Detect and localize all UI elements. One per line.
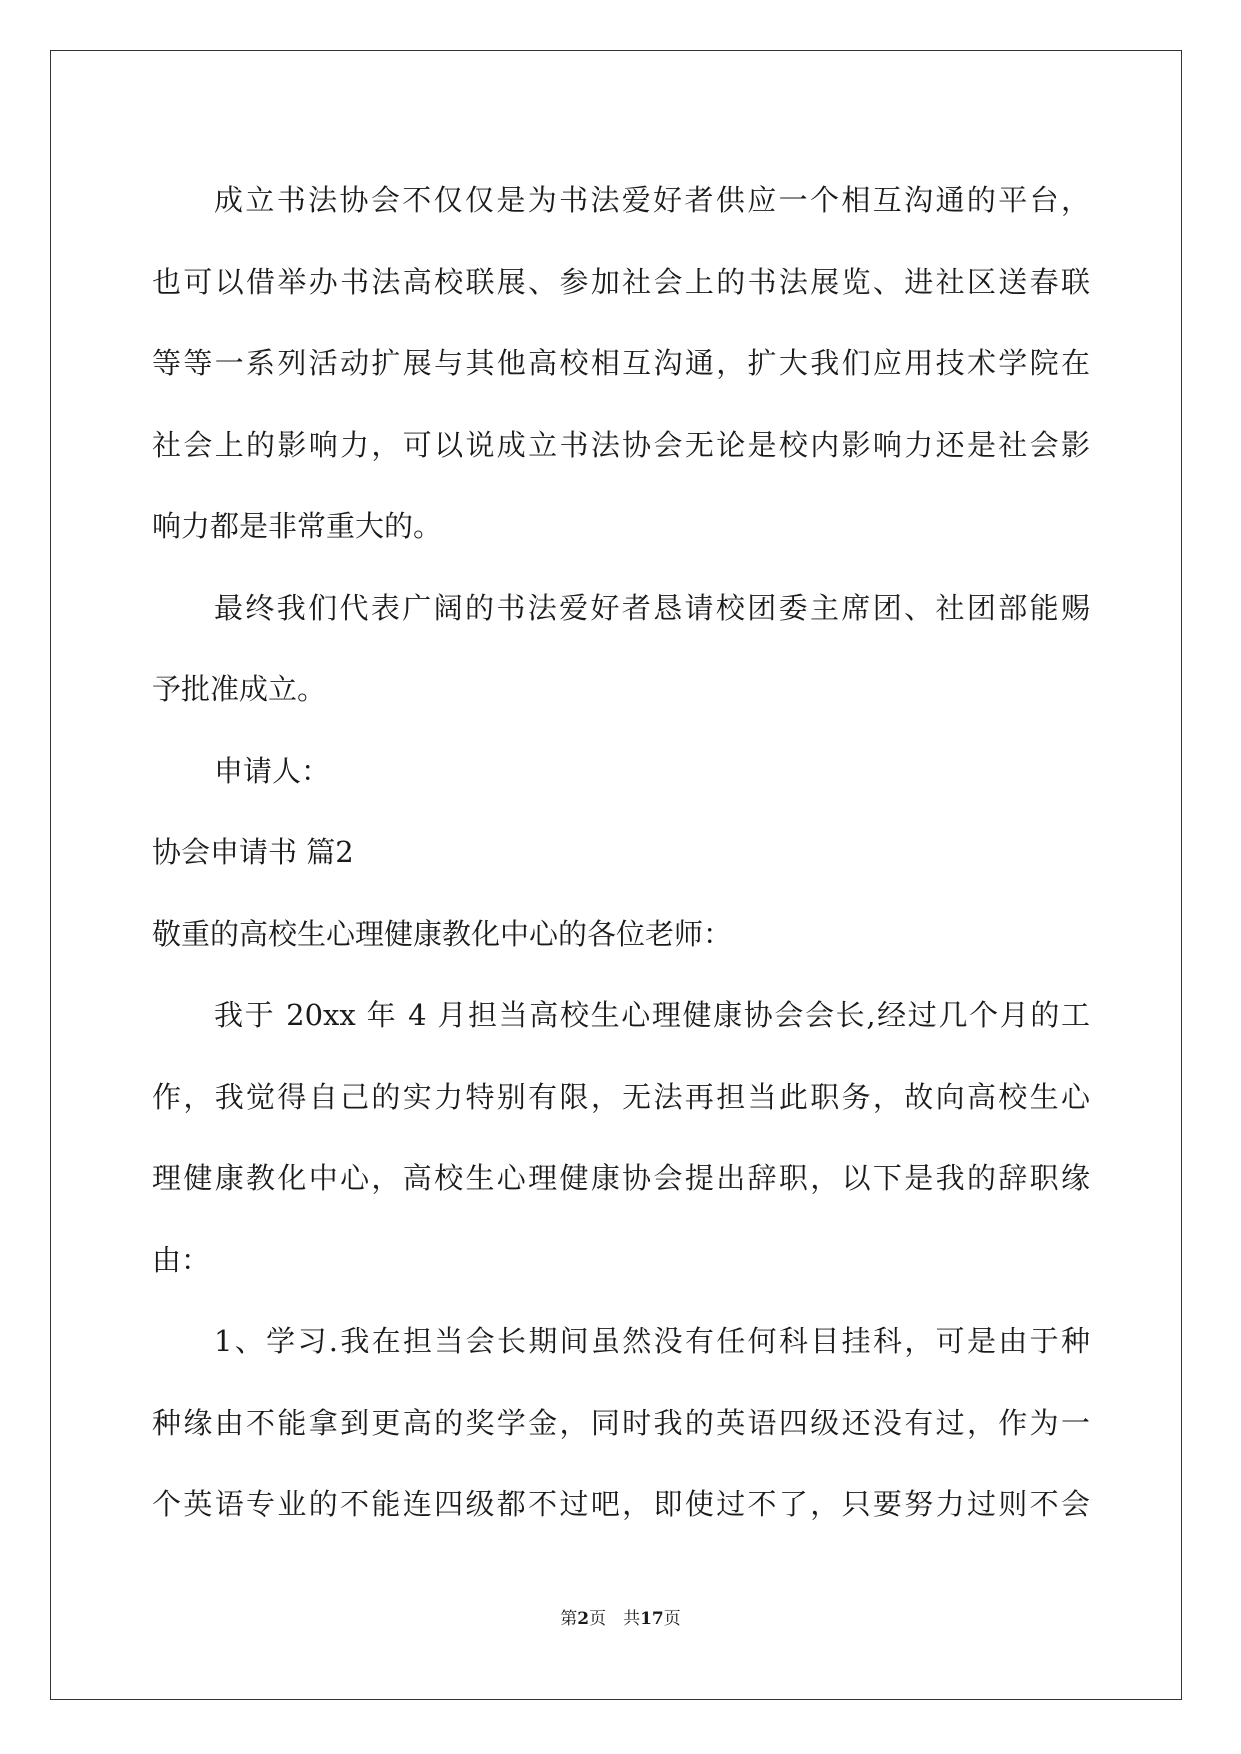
text-line: 响力都是非常重大的。	[152, 509, 443, 543]
text-line: 1、学习.我在担当会长期间虽然没有任何科目挂科，可是由于种	[214, 1324, 1090, 1358]
total-page-count: 17	[640, 1609, 664, 1629]
text-line: 予批准成立。	[152, 672, 327, 706]
text-line: 协会申请书 篇2	[152, 835, 354, 869]
text-line: 也可以借举办书法高校联展、参加社会上的书法展览、进社区送春联	[152, 264, 1090, 299]
text-line: 最终我们代表广阔的书法爱好者恳请校团委主席团、社团部能赐	[214, 590, 1090, 625]
text-line: 理健康教化中心，高校生心理健康协会提出辞职，以下是我的辞职缘	[152, 1161, 1090, 1195]
text-line: 申请人：	[214, 753, 331, 788]
document-body	[152, 160, 1090, 1546]
footer-suffix: 页	[663, 1609, 681, 1629]
text-line: 敬重的高校生心理健康教化中心的各位老师：	[152, 916, 733, 951]
current-page-number: 2	[577, 1609, 590, 1629]
text-line: 社会上的影响力，可以说成立书法协会无论是校内影响力还是社会影	[152, 427, 1090, 462]
text-line: 等等一系列活动扩展与其他高校相互沟通，扩大我们应用技术学院在	[152, 346, 1090, 380]
page-footer	[0, 1604, 1241, 1629]
text-line: 由：	[152, 1242, 211, 1277]
text-line: 作，我觉得自己的实力特别有限，无法再担当此职务，故向高校生心	[152, 1079, 1090, 1114]
text-line: 我于 20xx 年 4 月担当高校生心理健康协会会长,经过几个月的工	[214, 998, 1090, 1032]
text-line: 成立书法协会不仅仅是为书法爱好者供应一个相互沟通的平台，	[214, 183, 1090, 217]
text-line: 种缘由不能拿到更高的奖学金，同时我的英语四级还没有过，作为一	[152, 1405, 1090, 1440]
text-line: 个英语专业的不能连四级都不过吧，即使过不了，只要努力过则不会	[152, 1487, 1090, 1521]
footer-mid: 页 共	[589, 1609, 641, 1629]
footer-prefix: 第	[560, 1609, 578, 1629]
